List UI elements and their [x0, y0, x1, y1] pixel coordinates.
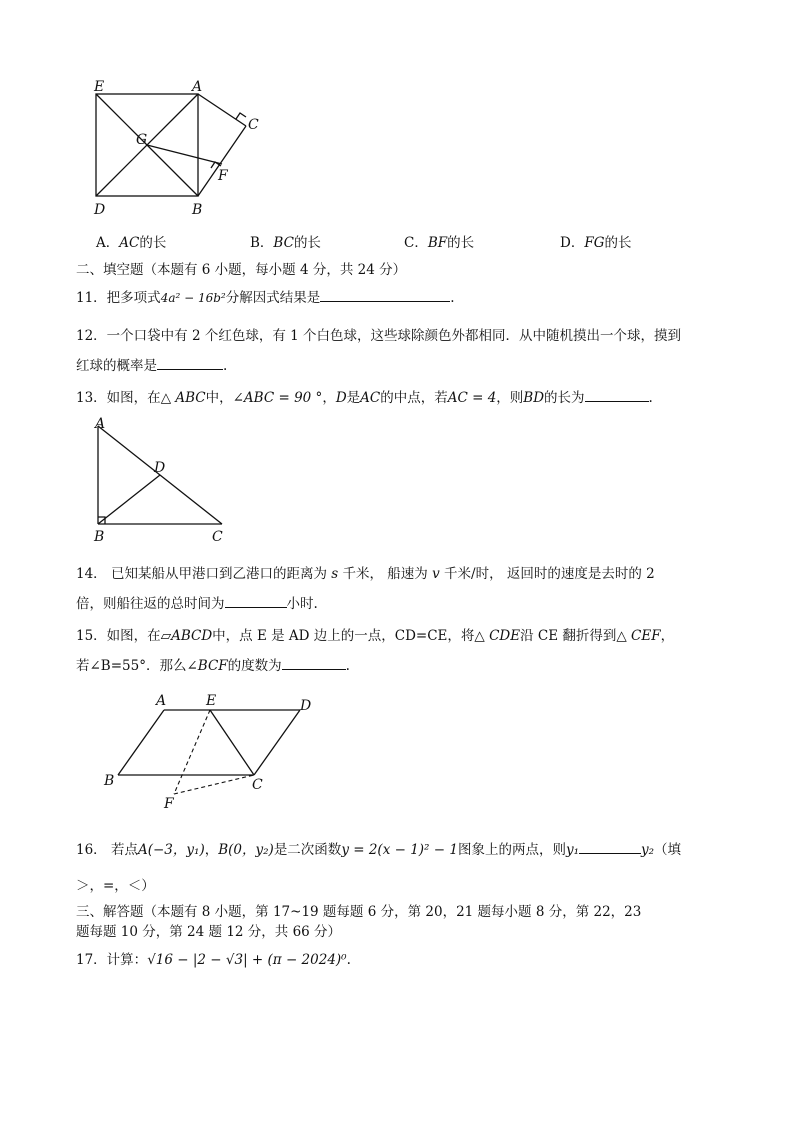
question-15-line1: [76, 624, 674, 644]
q15-triangle-cde: △ CDE: [474, 628, 521, 644]
option-expr: BC: [273, 235, 294, 251]
q16-point-b: B(0，y₂): [218, 842, 274, 858]
q13-text: 是: [346, 390, 361, 406]
label-d: D: [94, 202, 106, 218]
label-d: D: [154, 460, 166, 476]
q13-text: 的长为: [544, 390, 585, 406]
q15-text: ，: [660, 628, 675, 644]
q17-text: 17．计算：: [76, 952, 148, 968]
q13-point-d: D: [335, 390, 347, 406]
option-suffix: 的长: [447, 235, 475, 251]
q13-text: 的中点，若: [380, 390, 448, 406]
label-e: E: [206, 693, 217, 709]
q16-y1: y₁: [565, 842, 579, 858]
q14-var-s: s: [331, 566, 339, 582]
q12-text: 红球的概率是: [76, 358, 157, 374]
question-12-line2: [76, 354, 227, 374]
label-c: C: [212, 529, 223, 545]
q16-text: 图象上的两点，则: [457, 842, 566, 858]
option-letter: C．: [404, 235, 428, 251]
figure-right-triangle: [88, 414, 238, 546]
question-12-line1: 12．一个口袋中有 2 个红色球，有 1 个白色球，这些球除颜色外都相同．从中随机摸出一个球，摸到: [76, 328, 682, 344]
q14-var-v: v: [432, 566, 440, 582]
label-d: D: [300, 698, 312, 714]
q15-text: 的度数为: [227, 658, 282, 674]
q10-option-d: [560, 231, 631, 251]
q15-triangle-cef: △ CEF: [616, 628, 661, 644]
q14-text: 小时.: [286, 596, 318, 612]
q14-text: 14． 已知某船从甲港口到乙港口的距离为: [76, 566, 327, 582]
q16-text: 16． 若点: [76, 842, 138, 858]
label-a: A: [95, 416, 106, 432]
q16-point-a: A(−3，y₁): [137, 842, 205, 858]
label-e: E: [94, 79, 105, 95]
question-13: [76, 386, 653, 406]
question-16-line1: [76, 838, 681, 858]
question-16-line2: ＞，=，＜）: [76, 878, 155, 894]
q13-segment-ac: AC: [360, 390, 381, 406]
option-letter: A．: [96, 235, 120, 251]
q11-expression: 4a² − 16b²: [160, 291, 226, 305]
q16-answer-blank[interactable]: [579, 841, 641, 854]
question-17: [76, 948, 351, 968]
figure-square-triangle: [88, 76, 268, 218]
q10-option-a: [96, 231, 166, 251]
q10-option-b: [250, 231, 321, 251]
q16-text: （填: [654, 842, 682, 858]
question-15-line2: [76, 654, 350, 674]
label-g: G: [136, 132, 148, 148]
question-11: [76, 286, 455, 306]
option-suffix: 的长: [293, 235, 321, 251]
label-b: B: [192, 202, 203, 218]
q16-function: y = 2(x − 1)² − 1: [341, 842, 458, 858]
q11-end: .: [450, 290, 455, 306]
q12-end: .: [223, 358, 228, 374]
q17-expression: √16 − |2 − √3| + (π − 2024)⁰: [147, 952, 347, 968]
q11-text-post: 分解因式结果是: [225, 290, 321, 306]
option-letter: B．: [250, 235, 274, 251]
q13-answer-blank[interactable]: [585, 389, 649, 402]
q12-answer-blank[interactable]: [157, 357, 223, 370]
option-expr: FG: [584, 235, 605, 251]
q14-text: 千米/时， 返回时的速度是去时的 2: [444, 566, 655, 582]
label-b: B: [94, 529, 105, 545]
question-14-line1: [76, 562, 655, 582]
option-letter: D．: [560, 235, 585, 251]
q11-answer-blank[interactable]: [320, 289, 450, 302]
label-c: C: [248, 117, 259, 133]
q13-segment-bd: BD: [523, 390, 545, 406]
label-a: A: [192, 79, 203, 95]
q10-option-c: [404, 231, 474, 251]
q13-condition: AC = 4: [447, 390, 497, 406]
option-suffix: 的长: [139, 235, 167, 251]
label-c: C: [252, 777, 263, 793]
label-f: F: [218, 168, 228, 184]
q13-triangle: △ ABC: [160, 390, 206, 406]
q15-text: 若∠B=55°．那么: [76, 658, 187, 674]
option-suffix: 的长: [604, 235, 632, 251]
q13-end: .: [648, 390, 653, 406]
q15-answer-blank[interactable]: [282, 657, 346, 670]
q13-text: 13．如图，在: [76, 390, 161, 406]
figure-parallelogram: [96, 690, 326, 812]
q15-parallelogram: ▱ABCD: [160, 628, 213, 644]
section3-title-line2: 题每题 10 分，第 24 题 12 分，共 66 分）: [76, 924, 342, 940]
q15-text: 沿 CE 翻折得到: [520, 628, 617, 644]
label-a: A: [156, 693, 167, 709]
section2-title: 二、填空题（本题有 6 小题，每小题 4 分，共 24 分）: [76, 262, 407, 278]
q14-answer-blank[interactable]: [225, 595, 287, 608]
label-b: B: [104, 773, 115, 789]
q16-y2: y₂: [641, 842, 655, 858]
q13-text: ，: [322, 390, 336, 406]
q15-text: 中，点 E 是 AD 边上的一点，CD=CE，将: [212, 628, 475, 644]
q13-angle: ∠ABC = 90 °: [232, 390, 323, 406]
q14-text: 倍，则船往返的总时间为: [76, 596, 225, 612]
q13-text: 中，: [205, 390, 233, 406]
q15-text: 15．如图，在: [76, 628, 161, 644]
q15-end: .: [345, 658, 350, 674]
question-14-line2: [76, 592, 318, 612]
q13-text: ，则: [496, 390, 524, 406]
section3-title-line1: 三、解答题（本题有 8 小题，第 17~19 题每题 6 分，第 20，21 题每小题 8 分，第 22，23: [76, 904, 642, 920]
q15-angle: ∠BCF: [186, 658, 228, 674]
q11-text: 11．把多项式: [76, 290, 161, 306]
q16-text: 是二次函数: [273, 842, 342, 858]
q17-end: .: [346, 952, 351, 968]
q14-text: 千米， 船速为: [342, 566, 428, 582]
option-expr: BF: [427, 235, 448, 251]
label-f: F: [164, 796, 174, 812]
q16-comma: ，: [204, 842, 219, 858]
option-expr: AC: [119, 235, 140, 251]
